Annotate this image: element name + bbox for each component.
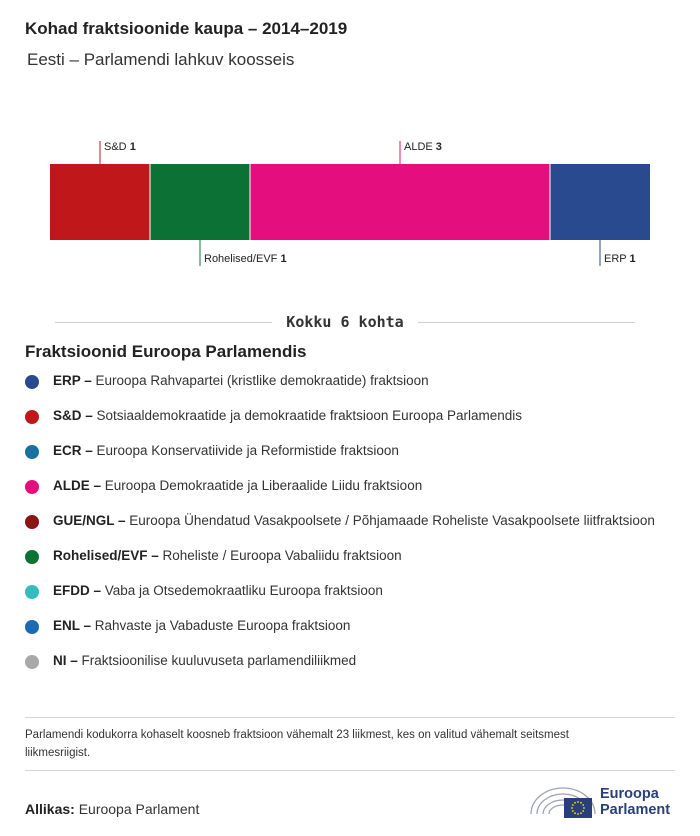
- eu-star: [580, 812, 582, 814]
- eu-star: [574, 802, 576, 804]
- eu-star: [583, 807, 585, 809]
- segment-label: S&D 1: [104, 141, 136, 153]
- legend-swatch: [25, 585, 39, 599]
- note-divider-bottom: [25, 770, 675, 771]
- parliament-hemicycle-icon: [528, 778, 598, 822]
- seat-distribution-chart: [0, 120, 700, 280]
- chart-title: Kohad fraktsioonide kaupa – 2014–2019: [25, 19, 348, 38]
- eu-star: [574, 812, 576, 814]
- legend-abbreviation: ALDE –: [53, 478, 102, 493]
- legend-item: [25, 442, 665, 459]
- legend-title: Fraktsioonid Euroopa Parlamendis: [25, 342, 307, 361]
- legend-swatch: [25, 550, 39, 564]
- legend-description: Roheliste / Euroopa Vabaliidu fraktsioon: [158, 548, 402, 563]
- legend-abbreviation: ENL –: [53, 618, 92, 633]
- legend-abbreviation: S&D –: [53, 408, 93, 423]
- legend-abbreviation: EFDD –: [53, 583, 102, 598]
- legend-swatch: [25, 410, 39, 424]
- legend-item: [25, 372, 665, 389]
- segment-label: Rohelised/EVF 1: [204, 253, 287, 265]
- legend-abbreviation: ECR –: [53, 443, 93, 458]
- eu-star: [582, 810, 584, 812]
- total-seats-divider: [55, 312, 635, 334]
- legend-swatch: [25, 655, 39, 669]
- eu-star: [572, 804, 574, 806]
- legend-swatch: [25, 480, 39, 494]
- legend-abbreviation: NI –: [53, 653, 78, 668]
- legend-item: [25, 582, 665, 599]
- legend-swatch: [25, 515, 39, 529]
- logo-text-line2: Parlament: [600, 802, 671, 818]
- legend-item: [25, 477, 665, 494]
- legend-description: Euroopa Rahvapartei (kristlike demokraatide) fraktsioon: [91, 373, 429, 388]
- legend-abbreviation: GUE/NGL –: [53, 513, 126, 528]
- eu-star: [571, 807, 573, 809]
- european-parliament-logo: [528, 778, 678, 822]
- legend-description: Euroopa Ühendatud Vasakpoolsete / Põhjamaade Roheliste Vasakpoolsete liitfraktsioon: [125, 513, 655, 528]
- eu-star: [577, 813, 579, 815]
- eu-star: [582, 804, 584, 806]
- footnote: Parlamendi kodukorra kohaselt koosneb fraktsioon vähemalt 23 liikmest, kes on valitud vähemalt seitsmest liikmesriigist.: [25, 729, 569, 759]
- segment-label: ERP 1: [604, 253, 636, 265]
- legend-swatch: [25, 445, 39, 459]
- source-value: Euroopa Parlament: [78, 801, 200, 817]
- eu-star: [572, 810, 574, 812]
- legend-description: Vaba ja Otsedemokraatliku Euroopa fraktsioon: [101, 583, 383, 598]
- legend-description: Rahvaste ja Vabaduste Euroopa fraktsioon: [91, 618, 351, 633]
- eu-flag-icon: [564, 798, 592, 818]
- logo-text-line1: Euroopa: [600, 786, 659, 802]
- legend-description: Fraktsioonilise kuuluvuseta parlamendiliikmed: [77, 653, 357, 668]
- legend-item: [25, 617, 665, 634]
- note-divider-top: [25, 717, 675, 718]
- bar-segment: [50, 164, 150, 240]
- legend: [25, 372, 665, 687]
- legend-abbreviation: Rohelised/EVF –: [53, 548, 159, 563]
- source-label: Allikas:: [25, 801, 75, 817]
- legend-item: [25, 407, 665, 424]
- eu-star: [580, 802, 582, 804]
- legend-item: [25, 652, 665, 669]
- eu-star: [577, 801, 579, 803]
- bar-segment: [550, 164, 650, 240]
- legend-abbreviation: ERP –: [53, 373, 92, 388]
- legend-item: [25, 547, 665, 564]
- legend-item: [25, 512, 665, 529]
- total-seats-label: Kokku 6 kohta: [272, 313, 417, 331]
- chart-subtitle: Eesti – Parlamendi lahkuv koosseis: [27, 50, 295, 69]
- legend-description: Euroopa Demokraatide ja Liberaalide Liidu fraktsioon: [101, 478, 423, 493]
- bar-segment: [250, 164, 550, 240]
- legend-description: Sotsiaaldemokraatide ja demokraatide fraktsioon Euroopa Parlamendis: [92, 408, 523, 423]
- legend-swatch: [25, 620, 39, 634]
- source-line: [25, 801, 199, 817]
- legend-description: Euroopa Konservatiivide ja Reformistide fraktsioon: [92, 443, 399, 458]
- segment-label: ALDE 3: [404, 141, 442, 153]
- bar-segment: [150, 164, 250, 240]
- legend-swatch: [25, 375, 39, 389]
